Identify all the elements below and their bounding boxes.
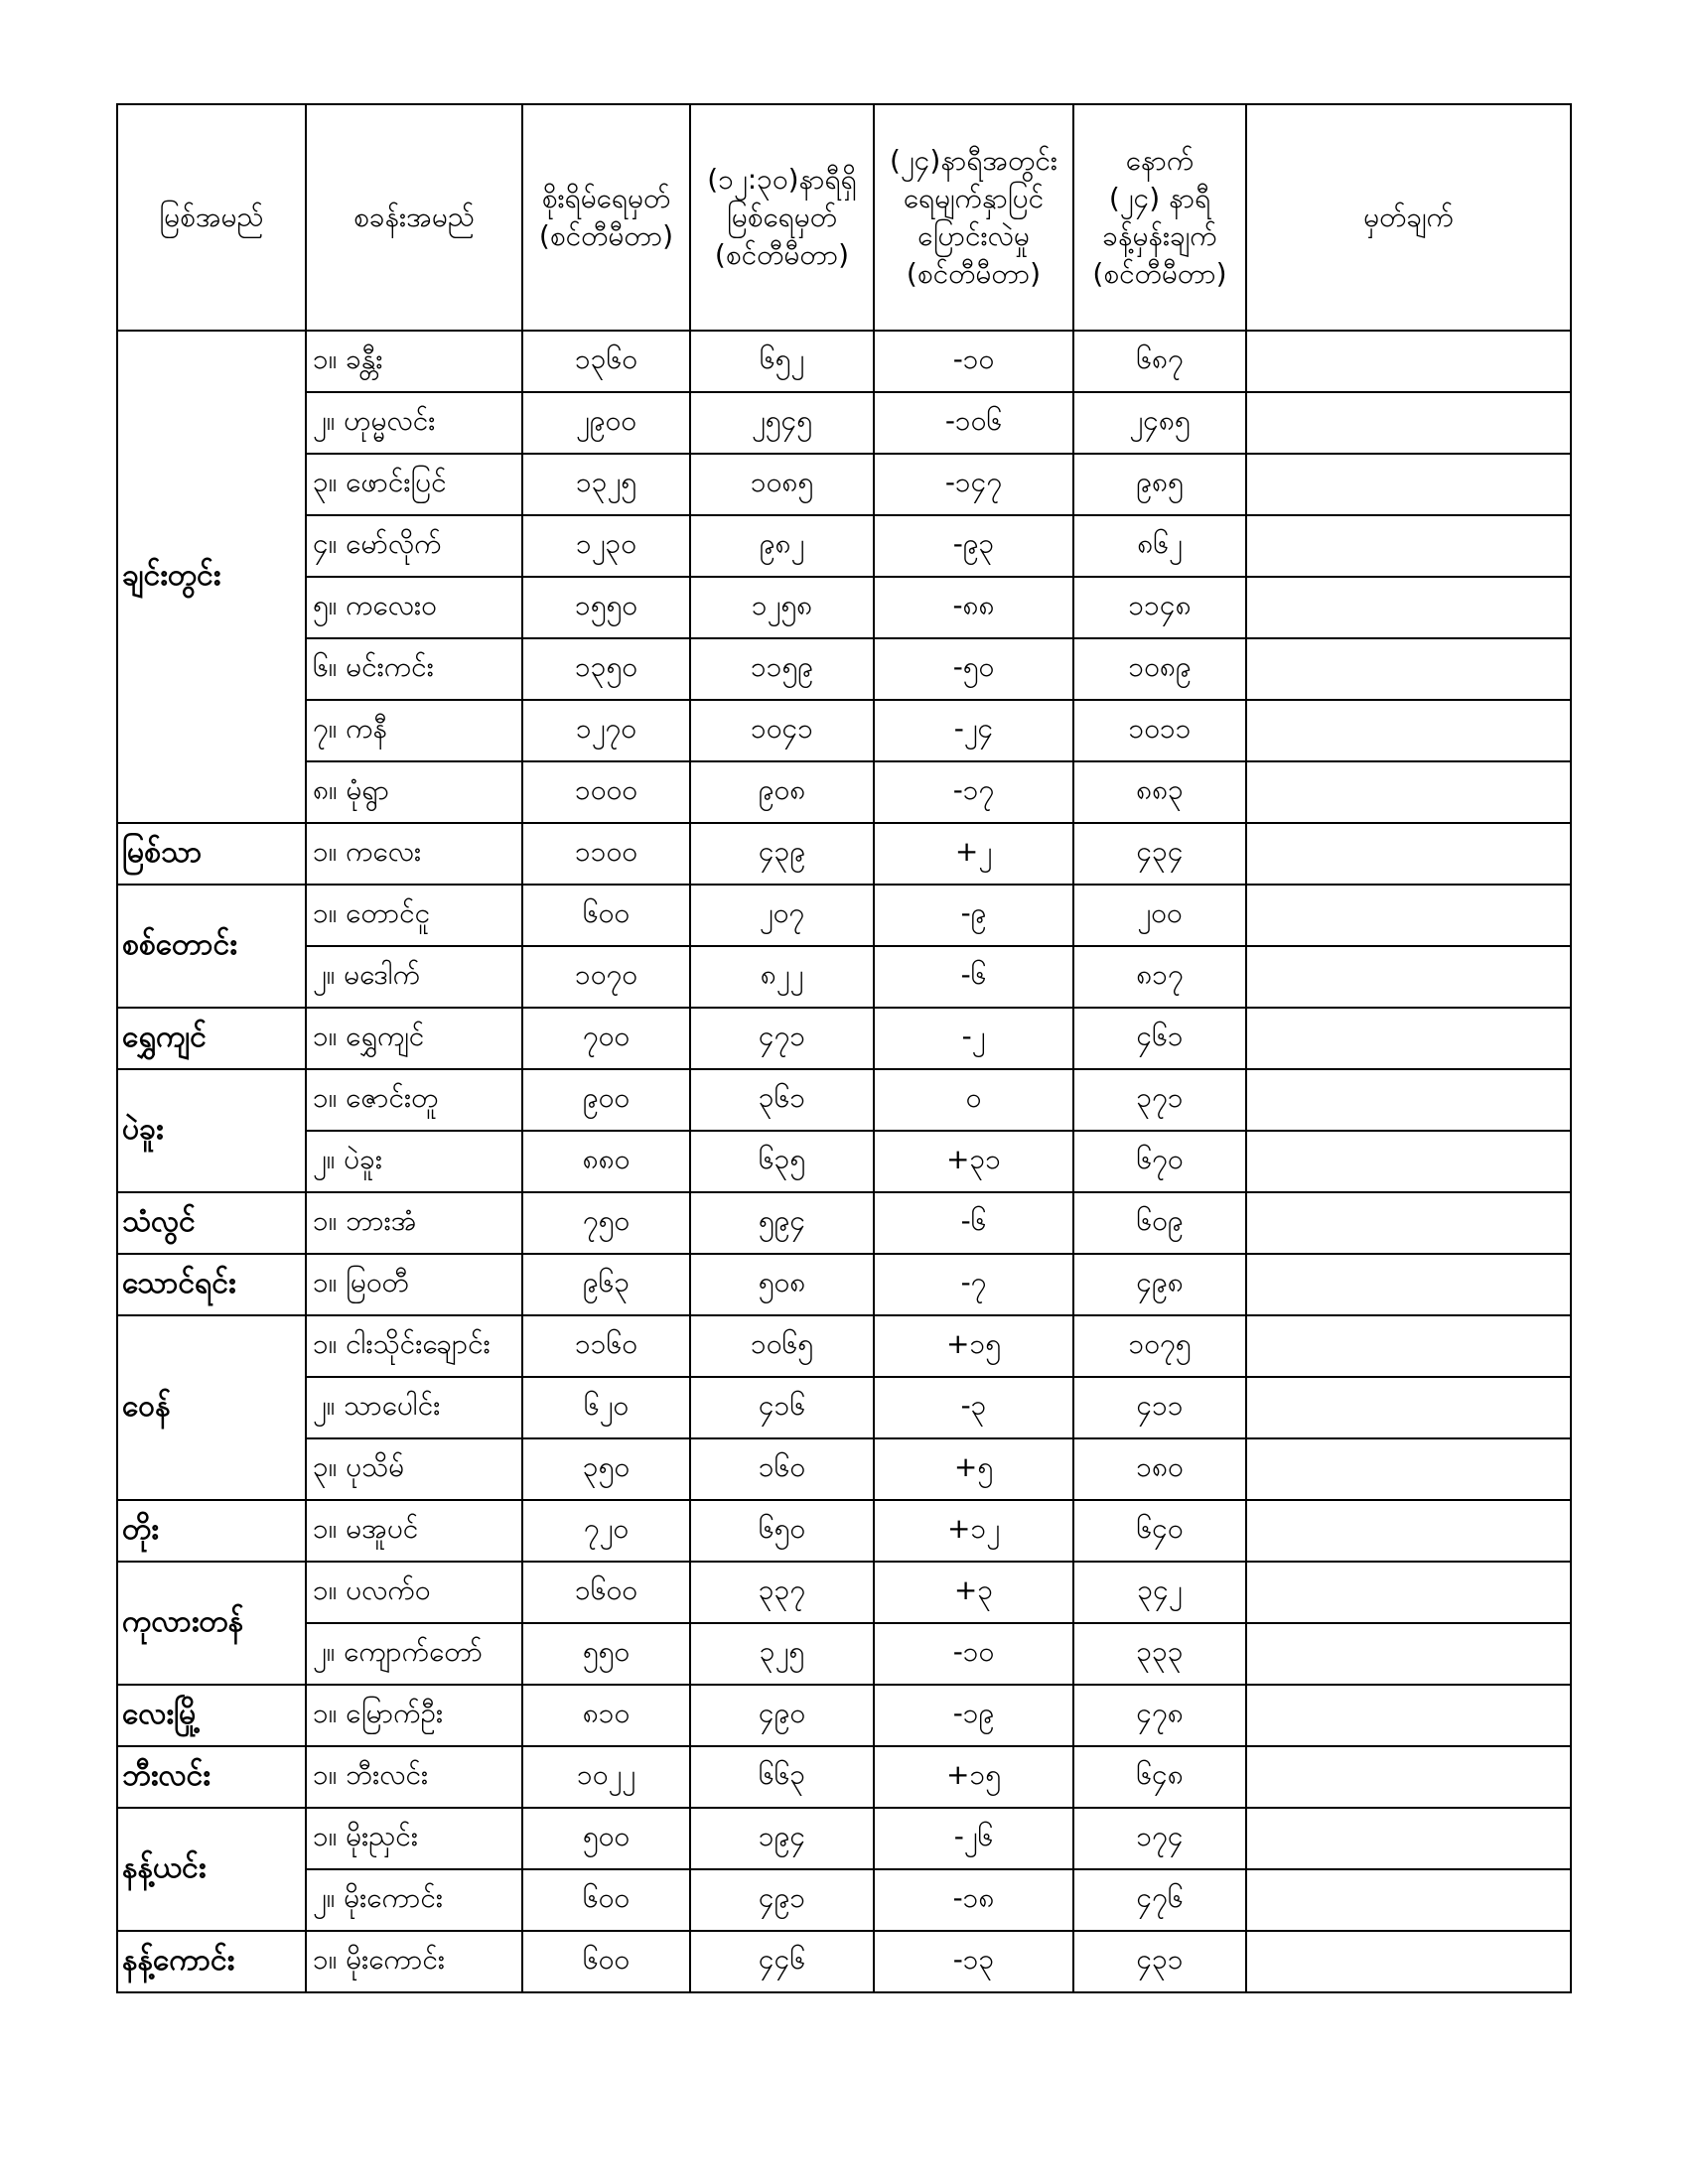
station-name: ၁။ မိုးကောင်း xyxy=(306,1931,522,1992)
change-cell: ၀ xyxy=(874,1069,1073,1131)
danger-level-cell: ၁၀၇၀ xyxy=(522,946,690,1008)
station-name: ၁။ ဇောင်းတူ xyxy=(306,1069,522,1131)
forecast-cell: ၈၈၃ xyxy=(1073,761,1246,823)
station-name: ၇။ ကနီ xyxy=(306,700,522,761)
forecast-cell: ၈၁၇ xyxy=(1073,946,1246,1008)
remarks-cell xyxy=(1246,1008,1571,1069)
remarks-cell xyxy=(1246,1192,1571,1254)
header-line: မြစ်ရေမှတ် xyxy=(727,201,837,234)
danger-level-cell: ၁၅၅၀ xyxy=(522,577,690,638)
station-name: ၁။ ခန္တီး xyxy=(306,331,522,392)
current-level-cell: ၆၅၀ xyxy=(690,1500,874,1562)
change-cell: -၉၃ xyxy=(874,515,1073,577)
table-row xyxy=(117,1869,1571,1931)
forecast-cell: ၆၇၀ xyxy=(1073,1131,1246,1192)
station-name: ၁။ မြောက်ဦး xyxy=(306,1685,522,1746)
table-row xyxy=(117,1377,1571,1438)
change-cell: -၁၄၇ xyxy=(874,454,1073,515)
current-level-cell: ၂၀၇ xyxy=(690,885,874,946)
danger-level-cell: ၇၀၀ xyxy=(522,1008,690,1069)
remarks-cell xyxy=(1246,1069,1571,1131)
danger-level-cell: ၁၃၅၀ xyxy=(522,638,690,700)
remarks-cell xyxy=(1246,331,1571,392)
header-line: စိုးရိမ်ရေမှတ် xyxy=(541,182,671,215)
change-cell: -၆ xyxy=(874,946,1073,1008)
table-row xyxy=(117,823,1571,885)
table-row xyxy=(117,761,1571,823)
header-line: (စင်တီမီတာ) xyxy=(538,219,674,252)
change-cell: -၃ xyxy=(874,1377,1073,1438)
change-cell: +၁၅ xyxy=(874,1315,1073,1377)
station-name: ၁။ ရွှေကျင် xyxy=(306,1008,522,1069)
station-name: ၁။ မိုးညှင်း xyxy=(306,1808,522,1869)
forecast-cell: ၄၃၄ xyxy=(1073,823,1246,885)
forecast-cell: ၁၀၈၉ xyxy=(1073,638,1246,700)
current-level-cell: ၃၂၅ xyxy=(690,1623,874,1685)
danger-level-cell: ၆၀၀ xyxy=(522,885,690,946)
forecast-cell: ၆၀၉ xyxy=(1073,1192,1246,1254)
station-name: ၁။ ဘားအံ xyxy=(306,1192,522,1254)
remarks-cell xyxy=(1246,761,1571,823)
change-cell: -၁၀ xyxy=(874,1623,1073,1685)
header-station: စခန်းအမည် xyxy=(306,104,522,331)
station-name: ၁။ ဘီးလင်း xyxy=(306,1746,522,1808)
danger-level-cell: ၅၀၀ xyxy=(522,1808,690,1869)
header-current-level xyxy=(690,104,874,331)
remarks-cell xyxy=(1246,1869,1571,1931)
change-cell: -၆ xyxy=(874,1192,1073,1254)
danger-level-cell: ၇၅၀ xyxy=(522,1192,690,1254)
change-cell: -၈၈ xyxy=(874,577,1073,638)
forecast-cell: ၁၀၁၁ xyxy=(1073,700,1246,761)
remarks-cell xyxy=(1246,638,1571,700)
station-name: ၅။ ကလေးဝ xyxy=(306,577,522,638)
table-row xyxy=(117,1131,1571,1192)
change-cell: -၁၃ xyxy=(874,1931,1073,1992)
river-name: ချင်းတွင်း xyxy=(117,331,306,823)
river-name: တိုး xyxy=(117,1500,306,1562)
current-level-cell: ၅၉၄ xyxy=(690,1192,874,1254)
table-row xyxy=(117,454,1571,515)
current-level-cell: ၂၅၄၅ xyxy=(690,392,874,454)
river-name: သောင်ရင်း xyxy=(117,1254,306,1315)
table-row xyxy=(117,515,1571,577)
remarks-cell xyxy=(1246,1685,1571,1746)
change-cell: -၁၀ xyxy=(874,331,1073,392)
remarks-cell xyxy=(1246,577,1571,638)
station-name: ၃။ ပုသိမ် xyxy=(306,1438,522,1500)
change-cell: +၃၁ xyxy=(874,1131,1073,1192)
table-row xyxy=(117,1623,1571,1685)
forecast-cell: ၃၃၃ xyxy=(1073,1623,1246,1685)
station-name: ၁။ ငါးသိုင်းချောင်း xyxy=(306,1315,522,1377)
river-name: ဝေန် xyxy=(117,1315,306,1500)
remarks-cell xyxy=(1246,1254,1571,1315)
header-line: (စင်တီမီတာ) xyxy=(714,237,850,271)
header-line: (၂၄) နာရီ xyxy=(1108,182,1211,215)
danger-level-cell: ၅၅၀ xyxy=(522,1623,690,1685)
river-level-table xyxy=(116,103,1572,1993)
station-name: ၁။ တောင်ငူ xyxy=(306,885,522,946)
change-cell: +၁၅ xyxy=(874,1746,1073,1808)
current-level-cell: ၁၂၅၈ xyxy=(690,577,874,638)
header-remarks: မှတ်ချက် xyxy=(1246,104,1571,331)
river-name: သံလွင် xyxy=(117,1192,306,1254)
table-row xyxy=(117,1315,1571,1377)
forecast-cell: ၃၇၁ xyxy=(1073,1069,1246,1131)
forecast-cell: ၆၈၇ xyxy=(1073,331,1246,392)
table-row xyxy=(117,1746,1571,1808)
change-cell: +၃ xyxy=(874,1562,1073,1623)
forecast-cell: ၈၆၂ xyxy=(1073,515,1246,577)
river-name: မြစ်သာ xyxy=(117,823,306,885)
current-level-cell: ၁၆၀ xyxy=(690,1438,874,1500)
remarks-cell xyxy=(1246,1931,1571,1992)
forecast-cell: ၄၆၁ xyxy=(1073,1008,1246,1069)
current-level-cell: ၄၉၁ xyxy=(690,1869,874,1931)
current-level-cell: ၆၆၃ xyxy=(690,1746,874,1808)
river-name: လေးမြို့ xyxy=(117,1685,306,1746)
header-river: မြစ်အမည် xyxy=(117,104,306,331)
danger-level-cell: ၁၁၆၀ xyxy=(522,1315,690,1377)
table-row xyxy=(117,700,1571,761)
forecast-cell: ၄၃၁ xyxy=(1073,1931,1246,1992)
table-row xyxy=(117,1500,1571,1562)
danger-level-cell: ၁၂၃၀ xyxy=(522,515,690,577)
danger-level-cell: ၆၀၀ xyxy=(522,1931,690,1992)
table-row xyxy=(117,1008,1571,1069)
danger-level-cell: ၁၆၀၀ xyxy=(522,1562,690,1623)
header-row xyxy=(117,104,1571,331)
forecast-cell: ၆၄၀ xyxy=(1073,1500,1246,1562)
change-cell: -၇ xyxy=(874,1254,1073,1315)
remarks-cell xyxy=(1246,700,1571,761)
change-cell: -၁၈ xyxy=(874,1869,1073,1931)
danger-level-cell: ၃၅၀ xyxy=(522,1438,690,1500)
remarks-cell xyxy=(1246,1746,1571,1808)
header-line: (၁၂:၃၀)နာရီရှိ xyxy=(707,163,857,197)
change-cell: -၂၆ xyxy=(874,1808,1073,1869)
table-row xyxy=(117,885,1571,946)
station-name: ၁။ ကလေး xyxy=(306,823,522,885)
table-row xyxy=(117,1562,1571,1623)
remarks-cell xyxy=(1246,1438,1571,1500)
current-level-cell: ၆၅၂ xyxy=(690,331,874,392)
current-level-cell: ၄၁၆ xyxy=(690,1377,874,1438)
remarks-cell xyxy=(1246,1131,1571,1192)
table-row xyxy=(117,638,1571,700)
header-line: ပြောင်းလဲမှု xyxy=(917,219,1030,252)
table-row xyxy=(117,392,1571,454)
river-name: ဘီးလင်း xyxy=(117,1746,306,1808)
remarks-cell xyxy=(1246,1377,1571,1438)
header-line: နောက် xyxy=(1125,144,1195,178)
danger-level-cell: ၁၂၇၀ xyxy=(522,700,690,761)
current-level-cell: ၄၉၀ xyxy=(690,1685,874,1746)
danger-level-cell: ၉၀၀ xyxy=(522,1069,690,1131)
change-cell: -၂ xyxy=(874,1008,1073,1069)
station-name: ၂။ မဒေါက် xyxy=(306,946,522,1008)
remarks-cell xyxy=(1246,1808,1571,1869)
current-level-cell: ၆၃၅ xyxy=(690,1131,874,1192)
header-forecast-24h xyxy=(1073,104,1246,331)
current-level-cell: ၄၇၁ xyxy=(690,1008,874,1069)
station-name: ၂။ သာပေါင်း xyxy=(306,1377,522,1438)
danger-level-cell: ၁၃၆၀ xyxy=(522,331,690,392)
change-cell: +၅ xyxy=(874,1438,1073,1500)
table-row xyxy=(117,331,1571,392)
forecast-cell: ၄၉၈ xyxy=(1073,1254,1246,1315)
forecast-cell: ၁၀၇၅ xyxy=(1073,1315,1246,1377)
table-row xyxy=(117,577,1571,638)
change-cell: -၉ xyxy=(874,885,1073,946)
danger-level-cell: ၁၀၂၂ xyxy=(522,1746,690,1808)
remarks-cell xyxy=(1246,1623,1571,1685)
header-line: ရေမျက်နှာပြင် xyxy=(903,182,1045,215)
remarks-cell xyxy=(1246,1562,1571,1623)
river-name: နန့်ယင်း xyxy=(117,1808,306,1931)
forecast-cell: ၁၁၄၈ xyxy=(1073,577,1246,638)
current-level-cell: ၁၀၈၅ xyxy=(690,454,874,515)
table-row xyxy=(117,1069,1571,1131)
river-name: ရွှေကျင် xyxy=(117,1008,306,1069)
forecast-cell: ၁၇၄ xyxy=(1073,1808,1246,1869)
forecast-cell: ၂၀၀ xyxy=(1073,885,1246,946)
table-row xyxy=(117,1931,1571,1992)
forecast-cell: ၁၈၀ xyxy=(1073,1438,1246,1500)
remarks-cell xyxy=(1246,392,1571,454)
danger-level-cell: ၈၁၀ xyxy=(522,1685,690,1746)
table-body xyxy=(117,331,1571,1992)
current-level-cell: ၄၄၆ xyxy=(690,1931,874,1992)
remarks-cell xyxy=(1246,946,1571,1008)
table-row xyxy=(117,1438,1571,1500)
header-danger-level xyxy=(522,104,690,331)
danger-level-cell: ၁၀၀၀ xyxy=(522,761,690,823)
forecast-cell: ၂၄၈၅ xyxy=(1073,392,1246,454)
station-name: ၂။ ပဲခူး xyxy=(306,1131,522,1192)
forecast-cell: ၉၈၅ xyxy=(1073,454,1246,515)
forecast-cell: ၆၄၈ xyxy=(1073,1746,1246,1808)
danger-level-cell: ၇၂၀ xyxy=(522,1500,690,1562)
forecast-cell: ၄၁၁ xyxy=(1073,1377,1246,1438)
change-cell: +၂ xyxy=(874,823,1073,885)
table-row xyxy=(117,1685,1571,1746)
change-cell: -၁၇ xyxy=(874,761,1073,823)
station-name: ၈။ မုံရွာ xyxy=(306,761,522,823)
current-level-cell: ၁၁၅၉ xyxy=(690,638,874,700)
current-level-cell: ၁၀၆၅ xyxy=(690,1315,874,1377)
current-level-cell: ၉၀၈ xyxy=(690,761,874,823)
change-cell: -၁၉ xyxy=(874,1685,1073,1746)
forecast-cell: ၄၇၈ xyxy=(1073,1685,1246,1746)
change-cell: +၁၂ xyxy=(874,1500,1073,1562)
change-cell: -၁၀၆ xyxy=(874,392,1073,454)
station-name: ၂။ မိုးကောင်း xyxy=(306,1869,522,1931)
table-row xyxy=(117,1192,1571,1254)
current-level-cell: ၅၀၈ xyxy=(690,1254,874,1315)
station-name: ၂။ ဟုမ္မလင်း xyxy=(306,392,522,454)
current-level-cell: ၉၈၂ xyxy=(690,515,874,577)
forecast-cell: ၃၄၂ xyxy=(1073,1562,1246,1623)
danger-level-cell: ၈၈၀ xyxy=(522,1131,690,1192)
remarks-cell xyxy=(1246,515,1571,577)
change-cell: -၂၄ xyxy=(874,700,1073,761)
danger-level-cell: ၂၉၀၀ xyxy=(522,392,690,454)
table-row xyxy=(117,1808,1571,1869)
remarks-cell xyxy=(1246,1315,1571,1377)
header-change-24h xyxy=(874,104,1073,331)
danger-level-cell: ၁၃၂၅ xyxy=(522,454,690,515)
forecast-cell: ၄၇၆ xyxy=(1073,1869,1246,1931)
danger-level-cell: ၁၁၀၀ xyxy=(522,823,690,885)
danger-level-cell: ၉၆၃ xyxy=(522,1254,690,1315)
current-level-cell: ၁၀၄၁ xyxy=(690,700,874,761)
river-name: စစ်တောင်း xyxy=(117,885,306,1008)
current-level-cell: ၃၃၇ xyxy=(690,1562,874,1623)
current-level-cell: ၃၆၁ xyxy=(690,1069,874,1131)
header-line: (၂၄)နာရီအတွင်း xyxy=(889,144,1058,178)
danger-level-cell: ၆၀၀ xyxy=(522,1869,690,1931)
header-line: (စင်တီမီတာ) xyxy=(906,256,1042,290)
current-level-cell: ၄၃၉ xyxy=(690,823,874,885)
remarks-cell xyxy=(1246,454,1571,515)
current-level-cell: ၁၉၄ xyxy=(690,1808,874,1869)
table-row xyxy=(117,946,1571,1008)
current-level-cell: ၈၂၂ xyxy=(690,946,874,1008)
remarks-cell xyxy=(1246,823,1571,885)
header-line: (စင်တီမီတာ) xyxy=(1092,256,1227,290)
river-name: နန့်ကောင်း xyxy=(117,1931,306,1992)
river-name: ပဲခူး xyxy=(117,1069,306,1192)
remarks-cell xyxy=(1246,885,1571,946)
remarks-cell xyxy=(1246,1500,1571,1562)
danger-level-cell: ၆၂၀ xyxy=(522,1377,690,1438)
river-name: ကုလားတန် xyxy=(117,1562,306,1685)
station-name: ၁။ ပလက်ဝ xyxy=(306,1562,522,1623)
station-name: ၁။ မအူပင် xyxy=(306,1500,522,1562)
station-name: ၆။ မင်းကင်း xyxy=(306,638,522,700)
table-row xyxy=(117,1254,1571,1315)
station-name: ၂။ ကျောက်တော် xyxy=(306,1623,522,1685)
station-name: ၃။ ဖောင်းပြင် xyxy=(306,454,522,515)
header-line: ခန့်မှန်းချက် xyxy=(1102,219,1217,252)
station-name: ၄။ မော်လိုက် xyxy=(306,515,522,577)
change-cell: -၅၀ xyxy=(874,638,1073,700)
station-name: ၁။ မြဝတီ xyxy=(306,1254,522,1315)
